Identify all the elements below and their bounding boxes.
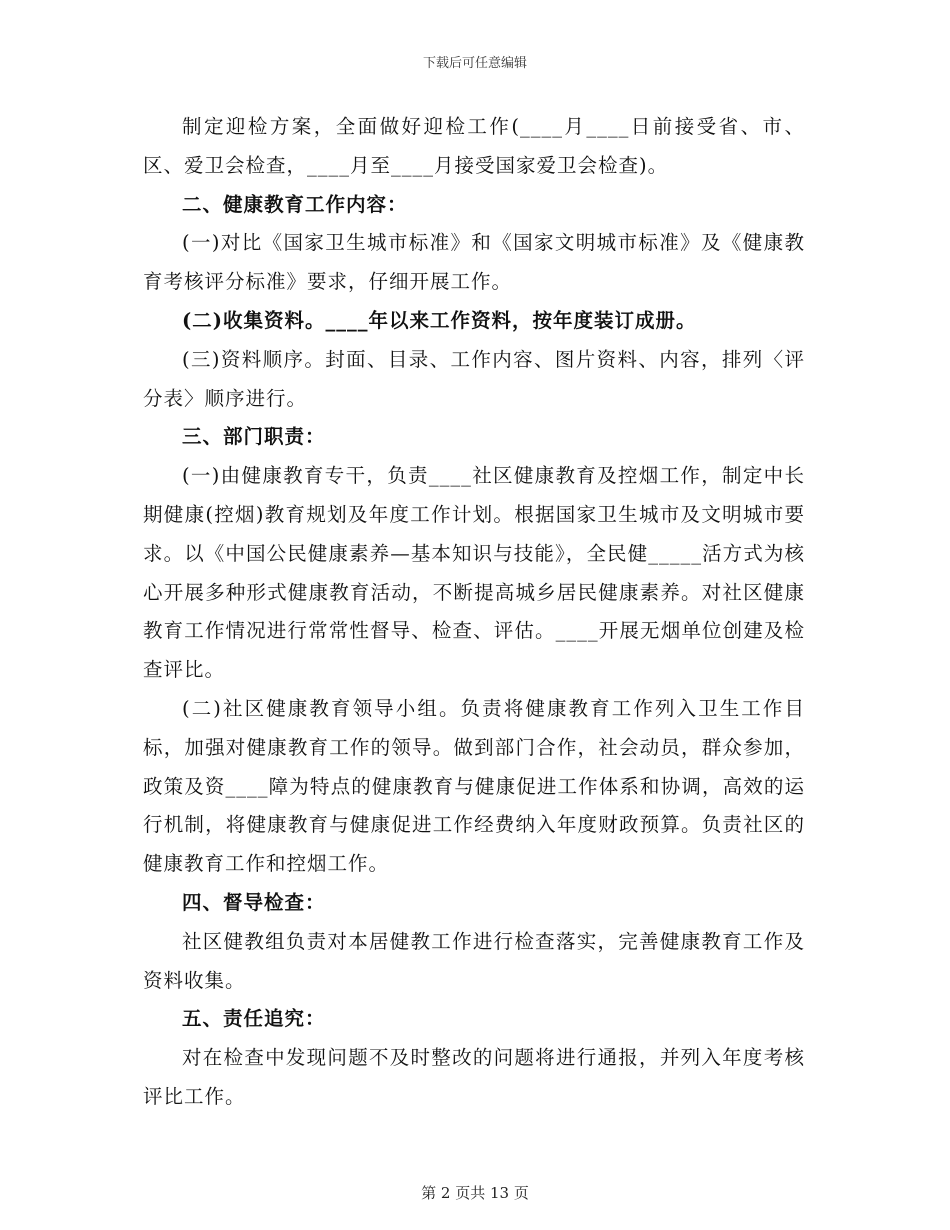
paragraph-2-3: (三)资料顺序。封面、目录、工作内容、图片资料、内容，排列〈评分表〉顺序进行。 (143, 347, 805, 410)
document-body (143, 108, 805, 1117)
page-header: 下载后可任意编辑 (422, 56, 527, 71)
section-heading-5: 五、责任追究： (182, 1007, 326, 1031)
section-heading-3: 三、部门职责： (182, 425, 326, 449)
paragraph-4: 社区健教组负责对本居健教工作进行检查落实，完善健康教育工作及资料收集。 (143, 929, 805, 992)
paragraph-3-2: (二)社区健康教育领导小组。负责将健康教育工作列入卫生工作目标，加强对健康教育工作的领导。做到部门合作，社会动员，群众参加，政策及资____障为特点的健康教育与健康促进工作体系和协调，高效的运行机制，将健康教育与健康促进工作经费纳入年度财政预算。负责社区的健康教育工作和控烟工作。 (143, 696, 805, 876)
paragraph-5: 对在检查中发现问题不及时整改的问题将进行通报，并列入年度考核评比工作。 (143, 1046, 805, 1108)
section-heading-2: 二、健康教育工作内容： (182, 192, 408, 216)
page-footer: 第 2 页共 13 页 (421, 1184, 529, 1202)
paragraph-2-2: (二)收集资料。____年以来工作资料，按年度装订成册。 (182, 308, 697, 332)
section-heading-4: 四、督导检查： (182, 890, 326, 914)
paragraph-3-1: (一)由健康教育专干，负责____社区健康教育及控烟工作，制定中长期健康(控烟)教育规划及年度工作计划。根据国家卫生城市及文明城市要求。以《中国公民健康素养—基本知识与技能》，全民健_____活方式为核心开展多种形式健康教育活动，不断提高城乡居民健康素养。对社区健康教育工作情况进行常常性督导、检查、评估。____开展无烟单位创建及检查评比。 (143, 464, 805, 682)
paragraph-inspection-plan: 制定迎检方案，全面做好迎检工作(____月____日前接受省、市、区、爱卫会检查，____月至____月接受国家爱卫会检查)。 (143, 115, 805, 177)
paragraph-2-1: (一)对比《国家卫生城市标准》和《国家文明城市标准》及《健康教育考核评分标准》要求，仔细开展工作。 (143, 231, 805, 294)
